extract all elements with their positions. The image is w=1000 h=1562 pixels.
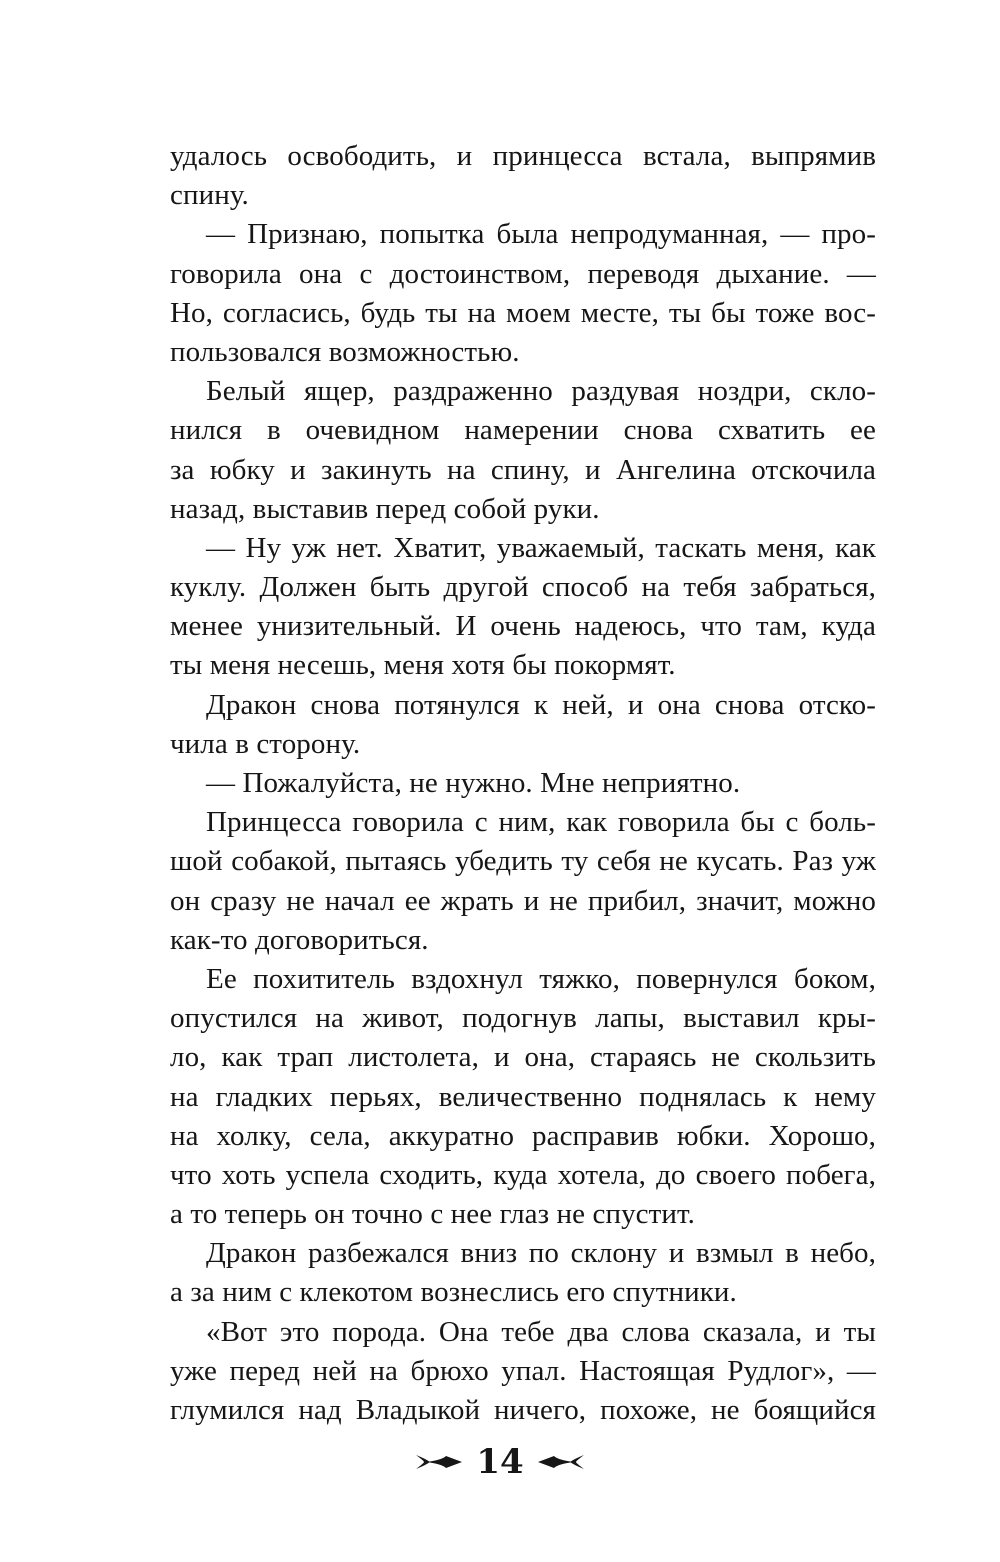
text-line: а за ним с клекотом вознеслись его спутники. [170, 1276, 737, 1309]
text-line: нился в очевидном намерении снова схватить ее [170, 414, 876, 447]
body-text [170, 137, 876, 1430]
text-line: чила в сторону. [170, 727, 361, 760]
text-line: «Вот это порода. Она тебе два слова сказала, и ты [206, 1315, 876, 1348]
text-line: Дракон разбежался вниз по склону и взмыл в небо, [206, 1237, 876, 1270]
text-line: глумился над Владыкой ничего, похоже, не боящийся [170, 1394, 876, 1426]
text-line: — Пожалуйста, не нужно. Мне неприятно. [206, 767, 741, 799]
text-line: что хоть успела сходить, куда хотела, до своего побега, [170, 1158, 876, 1191]
text-line: — Признаю, попытка была непродуманная, — про- [206, 218, 876, 251]
text-line: за юбку и закинуть на спину, и Ангелина отскочила [170, 453, 876, 486]
text-line: на холку, села, аккуратно расправив юбки. Хорошо, [170, 1119, 876, 1152]
text-line: ты меня несешь, меня хотя бы покормят. [170, 649, 676, 682]
text-line: Ее похититель вздохнул тяжко, повернулся боком, [206, 962, 876, 995]
text-line: ло, как трап листолета, и она, стараясь не скользить [170, 1041, 876, 1074]
text-line: пользовался возможностью. [170, 335, 520, 368]
text-line: уже перед ней на брюхо упал. Настоящая Рудлог», — [170, 1354, 876, 1387]
text-line: Белый ящер, раздраженно раздувая ноздри, скло- [206, 375, 876, 408]
text-line: говорила она с достоинством, переводя дыхание. — [170, 257, 876, 290]
text-line: — Ну уж нет. Хватит, уважаемый, таскать меня, как [206, 531, 876, 564]
text-line: а то теперь он точно с нее глаз не спустит. [170, 1198, 695, 1231]
text-line: куклу. Должен быть другой способ на тебя забраться, [170, 571, 876, 604]
text-line: на гладких перьях, величественно поднялась к нему [170, 1080, 876, 1113]
text-line: назад, выставив перед собой руки. [170, 492, 600, 525]
text-line: Но, согласись, будь ты на моем месте, ты бы тоже вос- [170, 296, 876, 329]
text-line: спину. [170, 179, 249, 212]
page-number: 14 [476, 1442, 524, 1482]
text-line: он сразу не начал ее жрать и не прибил, значит, можно [170, 884, 876, 917]
arrow-right-ornament-icon [416, 1452, 462, 1472]
text-line: удалось освободить, и принцесса встала, выпрямив [170, 140, 876, 172]
page-folio [0, 1440, 1000, 1484]
text-line: менее унизительный. И очень надеюсь, что там, куда [170, 610, 876, 643]
arrow-left-ornament-icon [538, 1452, 584, 1472]
text-line: опустился на живот, подогнув лапы, выставил кры- [170, 1002, 876, 1035]
text-line: как-то договориться. [170, 923, 429, 956]
text-line: Принцесса говорила с ним, как говорила бы с боль- [206, 806, 876, 839]
text-line: шой собакой, пытаясь убедить ту себя не кусать. Раз уж [170, 845, 876, 878]
text-line: Дракон снова потянулся к ней, и она снова отско- [206, 688, 876, 721]
